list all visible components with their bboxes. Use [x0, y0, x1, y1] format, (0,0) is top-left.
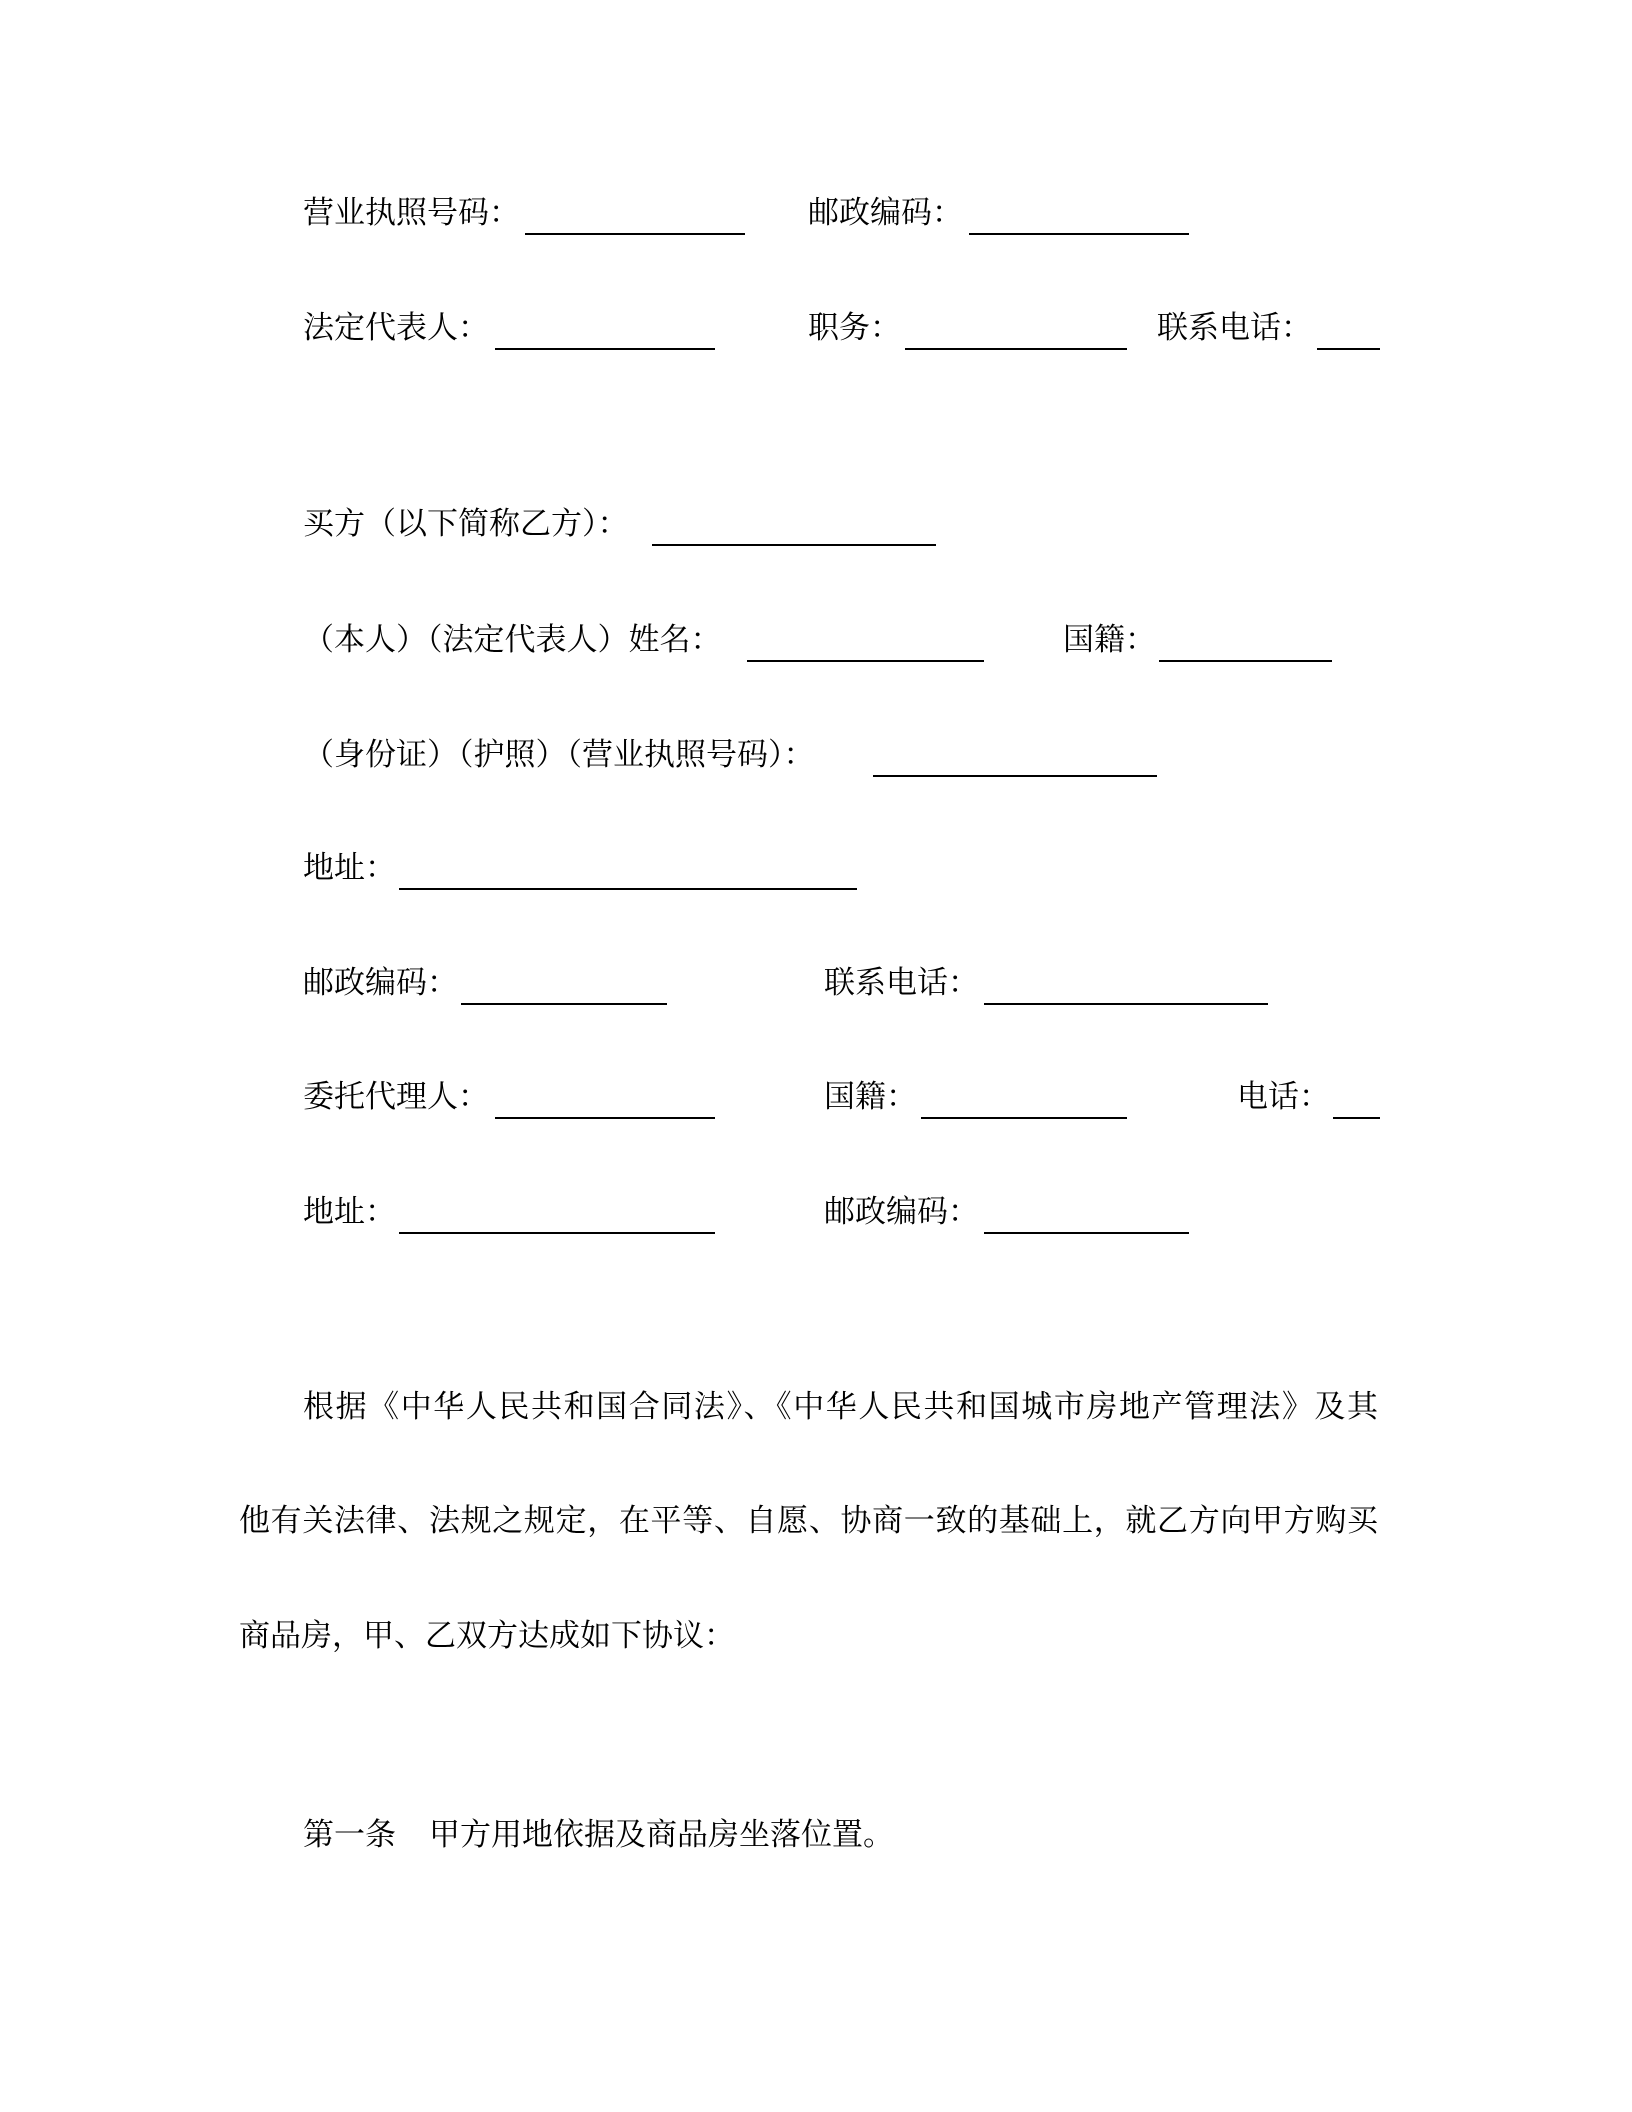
buyer-name-label: （本人）（法定代表人）姓名： [303, 622, 722, 658]
buyer-postcode-field[interactable] [461, 1003, 667, 1005]
buyer-name-field[interactable] [652, 544, 936, 546]
preamble-line-1: 根据《中华人民共和国合同法》、《中华人民共和国城市房地产管理法》及其 [303, 1389, 1378, 1425]
agent-postcode-label: 邮政编码： [824, 1194, 979, 1230]
seller-phone-field[interactable] [1317, 348, 1380, 350]
buyer-address-label: 地址： [303, 850, 396, 886]
buyer-title: 买方（以下简称乙方）： [303, 506, 629, 542]
agent-postcode-field[interactable] [984, 1232, 1189, 1234]
preamble-line-2: 他有关法律、法规之规定，在平等、自愿、协商一致的基础上，就乙方向甲方购买 [239, 1503, 1378, 1539]
seller-position-field[interactable] [905, 348, 1127, 350]
buyer-phone-field[interactable] [984, 1003, 1268, 1005]
agent-phone-field[interactable] [1333, 1117, 1380, 1119]
seller-postcode-field[interactable] [969, 233, 1189, 235]
article-1-number: 第一条 [303, 1817, 396, 1853]
buyer-id-field[interactable] [873, 775, 1157, 777]
agent-label: 委托代理人： [303, 1079, 489, 1115]
buyer-nationality-label: 国籍： [1063, 622, 1156, 658]
preamble-line-3: 商品房，甲、乙双方达成如下协议： [239, 1618, 735, 1654]
seller-postcode-label: 邮政编码： [808, 195, 963, 231]
article-1-title: 甲方用地依据及商品房坐落位置。 [429, 1817, 894, 1853]
buyer-id-label: （身份证）（护照）（营业执照号码）： [303, 737, 815, 773]
agent-phone-label: 电话： [1237, 1079, 1330, 1115]
buyer-nationality-field[interactable] [1159, 660, 1332, 662]
seller-position-label: 职务： [808, 310, 901, 346]
seller-legal-rep-field[interactable] [495, 348, 715, 350]
agent-field[interactable] [495, 1117, 715, 1119]
seller-phone-label: 联系电话： [1157, 310, 1312, 346]
seller-license-label: 营业执照号码： [303, 195, 520, 231]
buyer-address-field[interactable] [399, 888, 857, 890]
buyer-person-name-field[interactable] [747, 660, 984, 662]
agent-address-label: 地址： [303, 1194, 396, 1230]
buyer-postcode-label: 邮政编码： [303, 965, 458, 1001]
agent-nationality-label: 国籍： [824, 1079, 917, 1115]
seller-license-field[interactable] [525, 233, 745, 235]
buyer-phone-label: 联系电话： [824, 965, 979, 1001]
seller-legal-rep-label: 法定代表人： [303, 310, 489, 346]
agent-nationality-field[interactable] [921, 1117, 1127, 1119]
agent-address-field[interactable] [399, 1232, 715, 1234]
